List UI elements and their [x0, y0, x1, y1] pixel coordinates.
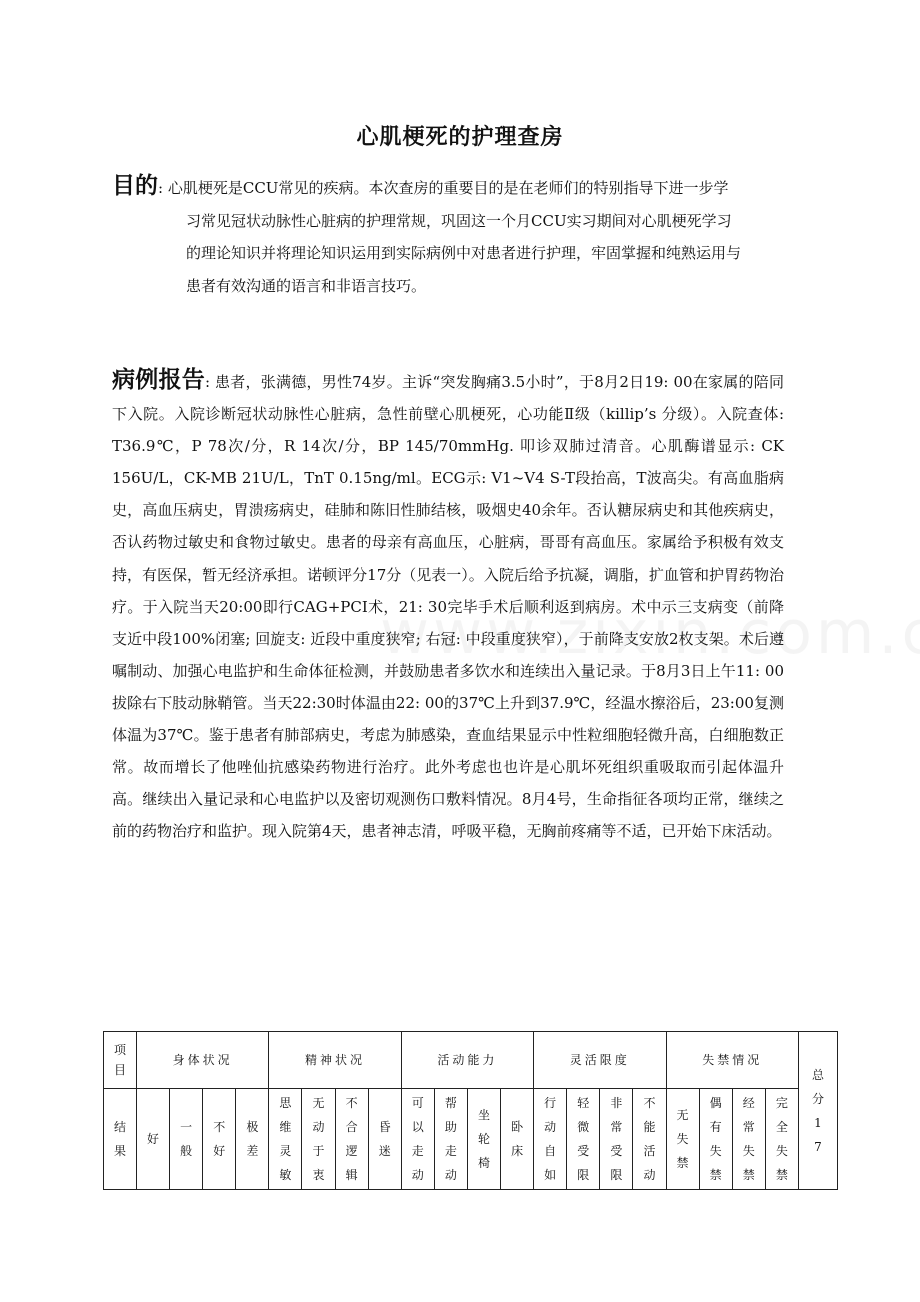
option-cell: 经常失禁 — [732, 1089, 765, 1190]
purpose-heading: 目的 — [112, 173, 158, 199]
purpose-line-2: 习常见冠状动脉性心脏病的护理常规，巩固这一个月CCU实习期间对心肌梗死学习 — [186, 211, 732, 230]
purpose-section — [112, 170, 792, 302]
option-cell: 完全失禁 — [765, 1089, 798, 1190]
option-cell: 不好 — [203, 1089, 236, 1190]
category-mobility: 灵活限度 — [534, 1032, 666, 1089]
table-header-row — [104, 1032, 838, 1089]
option-cell: 极差 — [236, 1089, 269, 1190]
norton-score-table — [103, 1031, 838, 1190]
result-label-cell: 结果 — [104, 1089, 137, 1190]
option-cell: 一般 — [170, 1089, 203, 1190]
option-cell: 无动于衷 — [302, 1089, 335, 1190]
option-cell: 不能活动 — [633, 1089, 666, 1190]
option-cell: 无失禁 — [666, 1089, 699, 1190]
category-physical: 身体状况 — [137, 1032, 269, 1089]
option-cell: 非常受限 — [600, 1089, 633, 1190]
option-cell: 轻微受限 — [567, 1089, 600, 1190]
option-cell: 行动自如 — [534, 1089, 567, 1190]
option-cell: 思维灵敏 — [269, 1089, 302, 1190]
option-cell: 昏迷 — [368, 1089, 401, 1190]
document-title: 心肌梗死的护理查房 — [356, 124, 564, 150]
case-report-text: : 患者，张满德，男性74岁。主诉“突发胸痛3.5小时”，于8月2日19: 00在家属的陪同下入院。入院诊断冠状动脉性心脏病，急性前壁心肌梗死，心功能Ⅱ级（killip’s 分级）。入院查体: T36.9℃，P 78次/分，R 14次/分，BP 145/70mmHg. 叩诊双肺过清音。心肌酶谱显示: CK 156U/L，CK-MB 21U/L，TnT 0.15ng/ml。ECG示: V1~V4 S-T段抬高，T波高尖。有高血脂病史，高血压病史，胃溃疡病史，硅肺和陈旧性肺结核，吸烟史40余年。否认糖尿病史和其他疾病史，否认药物过敏史和食物过敏史。患者的母亲有高血压，心脏病，哥哥有高血压。家属给予积极有效支持，有医保，暂无经济承担。诺顿评分17分（见表一）。入院后给予抗凝，调脂，扩血管和护胃药物治疗。于入院当天20:00即行CAG+PCI术，21: 30完毕手术后顺利返到病房。术中示三支病变（前降支近中段100%闭塞; 回旋支: 近段中重度狭窄; 右冠: 中段重度狭窄），于前降支安放2枚支架。术后遵嘱制动、加强心电监护和生命体征检测，并鼓励患者多饮水和连续出入量记录。于8月3日上午11: 00拔除右下肢动脉鞘管。当天22:30时体温由22: 00的37℃上升到37.9℃，经温水擦浴后，23:00复测体温为37℃。鉴于患者有肺部病史，考虑为肺感染，查血结果显示中性粒细胞轻微升高，白细胞数正常。故而增长了他唑仙抗感染药物进行治疗。此外考虑也也许是心肌坏死组织重吸取而引起体温升高。继续出入量记录和心电监护以及密切观测伤口敷料情况。8月4号，生命指征各项均正常，继续之前的药物治疗和监护。现入院第4天，患者神志清，呼吸平稳，无胸前疼痛等不适，已开始下床活动。 — [112, 373, 785, 841]
option-cell: 卧床 — [501, 1089, 534, 1190]
purpose-line-4: 患者有效沟通的语言和非语言技巧。 — [186, 276, 427, 295]
category-incontinence: 失禁情况 — [666, 1032, 799, 1089]
option-cell: 不合逻辑 — [335, 1089, 368, 1190]
total-score-cell: 总分17 — [799, 1032, 838, 1190]
purpose-colon: : — [158, 179, 164, 197]
option-cell: 好 — [137, 1089, 170, 1190]
option-cell: 可以走动 — [401, 1089, 434, 1190]
option-cell: 帮助走动 — [434, 1089, 467, 1190]
option-cell: 偶有失禁 — [699, 1089, 732, 1190]
table-result-row — [104, 1089, 838, 1190]
category-mental: 精神状况 — [269, 1032, 401, 1089]
case-report-section — [112, 364, 784, 847]
option-cell: 坐轮椅 — [467, 1089, 500, 1190]
case-report-heading: 病例报告 — [112, 367, 205, 393]
purpose-line-3: 的理论知识并将理论知识运用到实际病例中对患者进行护理，牢固掌握和纯熟运用与 — [186, 244, 742, 262]
purpose-line-1: 心肌梗死是CCU常见的疾病。本次查房的重要目的是在老师们的特别指导下进一步学 — [167, 179, 729, 197]
category-activity: 活动能力 — [401, 1032, 533, 1089]
item-label-cell: 项目 — [104, 1032, 137, 1089]
